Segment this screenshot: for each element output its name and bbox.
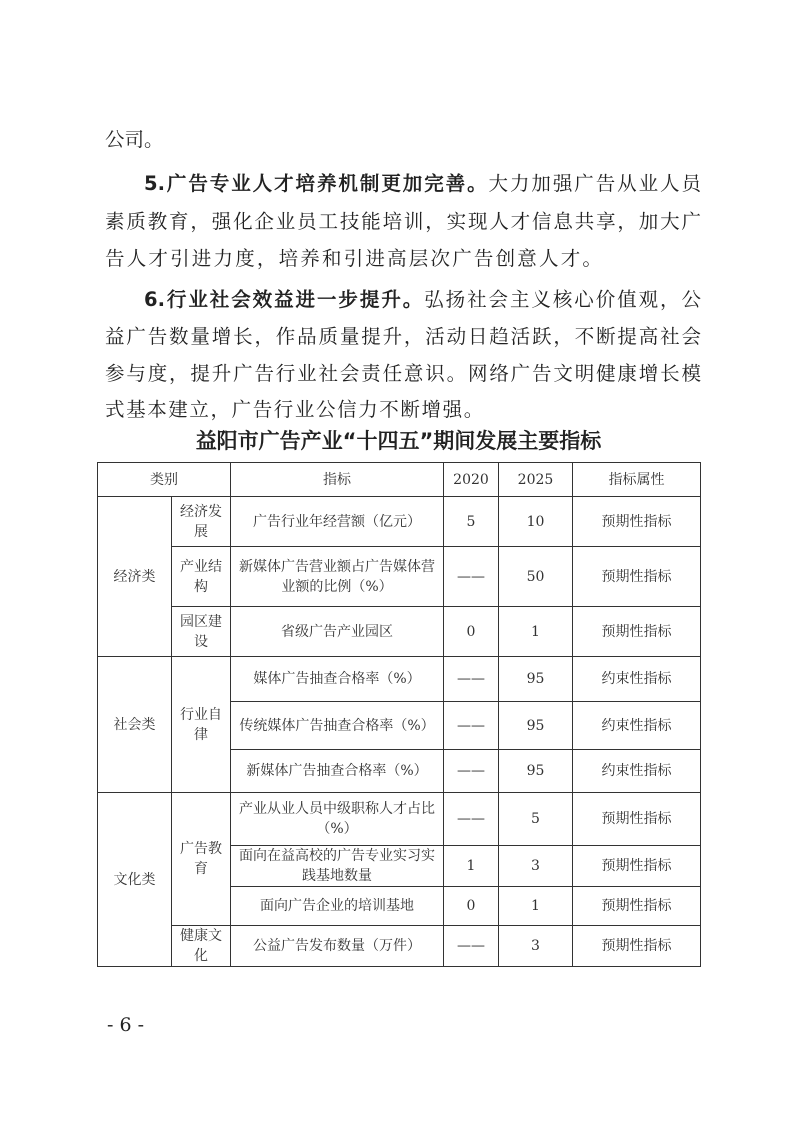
indicator: 新媒体广告营业额占广告媒体营业额的比例（%） — [231, 547, 444, 607]
subgroup: 经济发展 — [172, 497, 231, 547]
indicators-table — [97, 462, 701, 967]
attribute: 预期性指标 — [573, 887, 701, 926]
paragraph-5-heading: 5.广告专业人才培养机制更加完善。 — [144, 172, 489, 195]
paragraph-6-line — [144, 287, 701, 313]
value-2025: 3 — [499, 846, 573, 887]
attribute: 约束性指标 — [573, 657, 701, 702]
value-2020: —— — [444, 702, 499, 750]
subgroup: 广告教育 — [172, 793, 231, 926]
text: 弘扬社会主义核心价值观，公 — [424, 288, 701, 311]
table-row — [98, 793, 701, 846]
indicator: 面向广告企业的培训基地 — [231, 887, 444, 926]
value-2025: 50 — [499, 547, 573, 607]
group-economic: 经济类 — [98, 497, 172, 657]
text-line: 式基本建立，广告行业公信力不断增强。 — [105, 398, 485, 421]
attribute: 预期性指标 — [573, 497, 701, 547]
header-2025: 2025 — [499, 463, 573, 497]
paragraph-6-heading: 6.行业社会效益进一步提升。 — [144, 288, 425, 311]
indicator: 产业从业人员中级职称人才占比（%） — [231, 793, 444, 846]
group-social: 社会类 — [98, 657, 172, 793]
table-row — [98, 926, 701, 967]
value-2020: —— — [444, 926, 499, 967]
value-2025: 10 — [499, 497, 573, 547]
value-2025: 95 — [499, 702, 573, 750]
page-number: - 6 - — [107, 1014, 145, 1036]
header-indicator: 指标 — [231, 463, 444, 497]
table-row — [98, 547, 701, 607]
value-2025: 3 — [499, 926, 573, 967]
header-attribute: 指标属性 — [573, 463, 701, 497]
attribute: 预期性指标 — [573, 926, 701, 967]
value-2020: 0 — [444, 607, 499, 657]
table-row — [98, 657, 701, 702]
indicator: 广告行业年经营额（亿元） — [231, 497, 444, 547]
text: 大力加强广告从业人员 — [488, 172, 701, 195]
table-title: 益阳市广告产业“十四五”期间发展主要指标 — [195, 429, 602, 453]
header-2020: 2020 — [444, 463, 499, 497]
attribute: 预期性指标 — [573, 607, 701, 657]
text-line: 公司。 — [105, 128, 164, 151]
subgroup: 行业自律 — [172, 657, 231, 793]
subgroup: 园区建设 — [172, 607, 231, 657]
table-row — [98, 607, 701, 657]
value-2020: —— — [444, 793, 499, 846]
value-2020: 1 — [444, 846, 499, 887]
indicator: 公益广告发布数量（万件） — [231, 926, 444, 967]
header-category: 类别 — [98, 463, 231, 497]
text-line: 告人才引进力度，培养和引进高层次广告创意人才。 — [105, 247, 605, 270]
value-2025: 1 — [499, 607, 573, 657]
subgroup: 健康文化 — [172, 926, 231, 967]
value-2025: 95 — [499, 750, 573, 793]
value-2020: —— — [444, 750, 499, 793]
indicator: 面向在益高校的广告专业实习实践基地数量 — [231, 846, 444, 887]
indicator: 省级广告产业园区 — [231, 607, 444, 657]
text-line: 益广告数量增长，作品质量提升，活动日趋活跃，不断提高社会 — [105, 325, 701, 348]
table-header-row — [98, 463, 701, 497]
subgroup: 产业结构 — [172, 547, 231, 607]
value-2020: 5 — [444, 497, 499, 547]
value-2025: 95 — [499, 657, 573, 702]
attribute: 约束性指标 — [573, 702, 701, 750]
value-2020: —— — [444, 547, 499, 607]
group-culture: 文化类 — [98, 793, 172, 967]
value-2025: 1 — [499, 887, 573, 926]
value-2020: —— — [444, 657, 499, 702]
attribute: 预期性指标 — [573, 793, 701, 846]
paragraph-5-line — [144, 171, 701, 197]
indicator: 传统媒体广告抽查合格率（%） — [231, 702, 444, 750]
text-line: 素质教育，强化企业员工技能培训，实现人才信息共享，加大广 — [105, 210, 701, 233]
table-row — [98, 497, 701, 547]
attribute: 约束性指标 — [573, 750, 701, 793]
value-2020: 0 — [444, 887, 499, 926]
attribute: 预期性指标 — [573, 547, 701, 607]
value-2025: 5 — [499, 793, 573, 846]
indicator: 媒体广告抽查合格率（%） — [231, 657, 444, 702]
text-line: 参与度，提升广告行业社会责任意识。网络广告文明健康增长模 — [105, 362, 701, 385]
attribute: 预期性指标 — [573, 846, 701, 887]
indicator: 新媒体广告抽查合格率（%） — [231, 750, 444, 793]
